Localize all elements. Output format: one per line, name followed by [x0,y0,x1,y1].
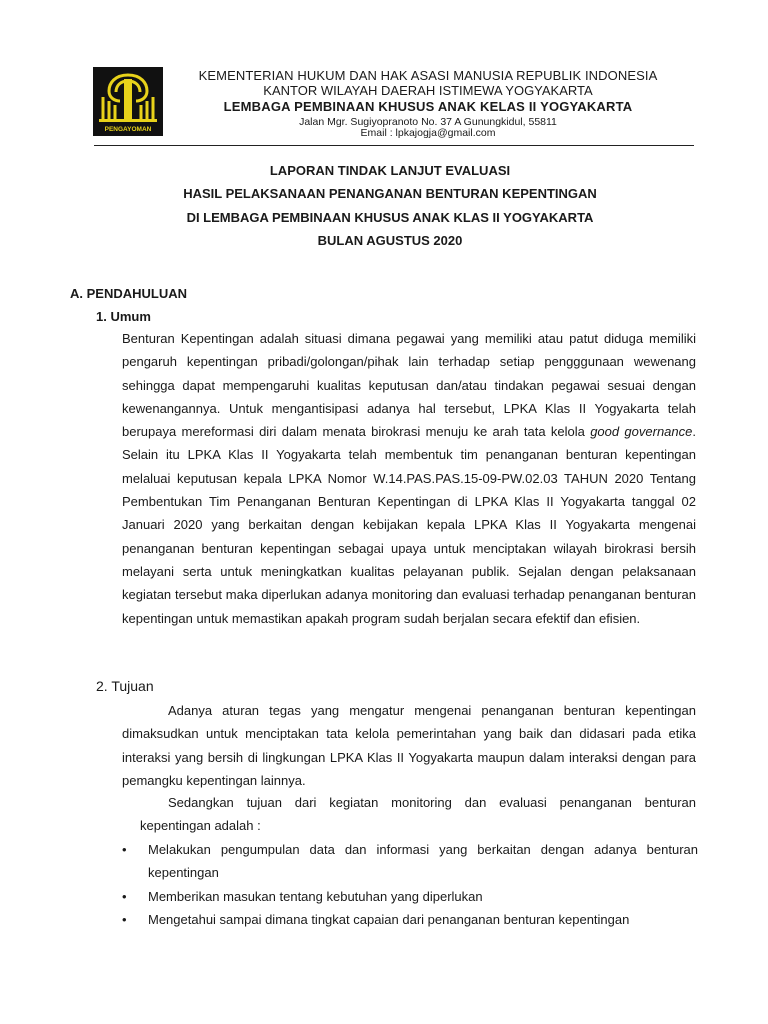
letterhead-divider [94,145,694,146]
tujuan-paragraph-2: Sedangkan tujuan dari kegiatan monitoring dan evaluasi penanganan benturan kepentingan adalah : [140,795,696,834]
ministry-name: KEMENTERIAN HUKUM DAN HAK ASASI MANUSIA REPUBLIK INDONESIA [198,68,658,83]
report-title-line-1: LAPORAN TINDAK LANJUT EVALUASI [269,163,511,178]
subsection-umum-heading: 1. Umum [96,309,151,324]
list-item [122,908,698,932]
tujuan-paragraph-1: Adanya aturan tegas yang mengatur mengenai penanganan benturan kepentingan dimaksudkan untuk menciptakan tata kelola pemerintahan yang baik dan didasari pada etika interaksi yang bersih di lingkungan LPKA Klas II Yogyakarta maupun dalam interaksi dengan para pemangku kepentingan lainnya. [122,703,696,788]
list-item [122,885,698,909]
umum-paragraph: Benturan Kepentingan adalah situasi dimana pegawai yang memiliki atau patut diduga memiliki pengaruh kepentingan pribadi/golongan/pihak lain terhadap setiap pengggunaan wewenang sehingga dapat mempengaruhi kualitas keputusan dan/atau tindakan pegawai sesuai dengan kewenangannya. Untuk mengantisipasi adanya hal tersebut, LPKA Klas II Yogyakarta telah berupaya mereformasi diri dalam menata birokrasi menuju ke arah tata kelola good governance. Selain itu LPKA Klas II Yogyakarta telah membentuk tim penanganan benturan kepentingan melaluai keputusan kepala LPKA Nomor W.14.PAS.PAS.15-09-PW.02.03 TAHUN 2020 Tentang Pembentukan Tim Penanganan Benturan Kepentingan di LPKA Klas II Yogyakarta tanggal 02 Januari 2020 yang berkaitan dengan kebijakan kepala LPKA Klas II Yogyakarta mengenai penanganan benturan kepentingan sebagai upaya untuk menciptakan wilayah birokrasi bersih melayani serta untuk meningkatkan kualitas pelayanan publik. Sejalan dengan pelaksanaan kegiatan tersebut maka diperlukan adanya monitoring dan evaluasi terhadap penanganan benturan kepentingan untuk memastikan apakah program sudah berjalan secara efektif dan efisien. [122,331,696,626]
bullet-icon: • [122,912,127,927]
bullet-icon: • [122,842,127,857]
good-governance-term: good governance [590,424,693,440]
logo-label: PENGAYOMAN [104,126,152,133]
list-item-text: Memberikan masukan tentang kebutuhan yang diperlukan [148,889,483,904]
institution-email: Email : lpkajogja@gmail.com [360,127,496,139]
report-title-line-2: HASIL PELAKSANAAN PENANGANAN BENTURAN KEPENTINGAN [183,186,597,201]
subsection-tujuan-heading: 2. Tujuan [96,678,154,694]
list-item-text: Mengetahui sampai dimana tingkat capaian dari penanganan benturan kepentingan [148,912,630,927]
report-title-line-3: DI LEMBAGA PEMBINAAN KHUSUS ANAK KLAS II YOGYAKARTA [186,210,594,225]
list-item [122,838,698,885]
bullet-icon: • [122,889,127,904]
institution-name: LEMBAGA PEMBINAAN KHUSUS ANAK KELAS II YOGYAKARTA [223,99,633,114]
regional-office-name: KANTOR WILAYAH DAERAH ISTIMEWA YOGYAKARTA [263,83,593,98]
report-title-line-4: BULAN AGUSTUS 2020 [317,233,463,248]
list-item-text: Melakukan pengumpulan data dan informasi yang berkaitan dengan adanya benturan kepentingan [148,842,698,881]
institution-address: Jalan Mgr. Sugiyopranoto No. 37 A Gunungkidul, 55811 [299,116,557,128]
section-a-heading: A. PENDAHULUAN [70,286,187,301]
pengayoman-logo [93,67,163,136]
